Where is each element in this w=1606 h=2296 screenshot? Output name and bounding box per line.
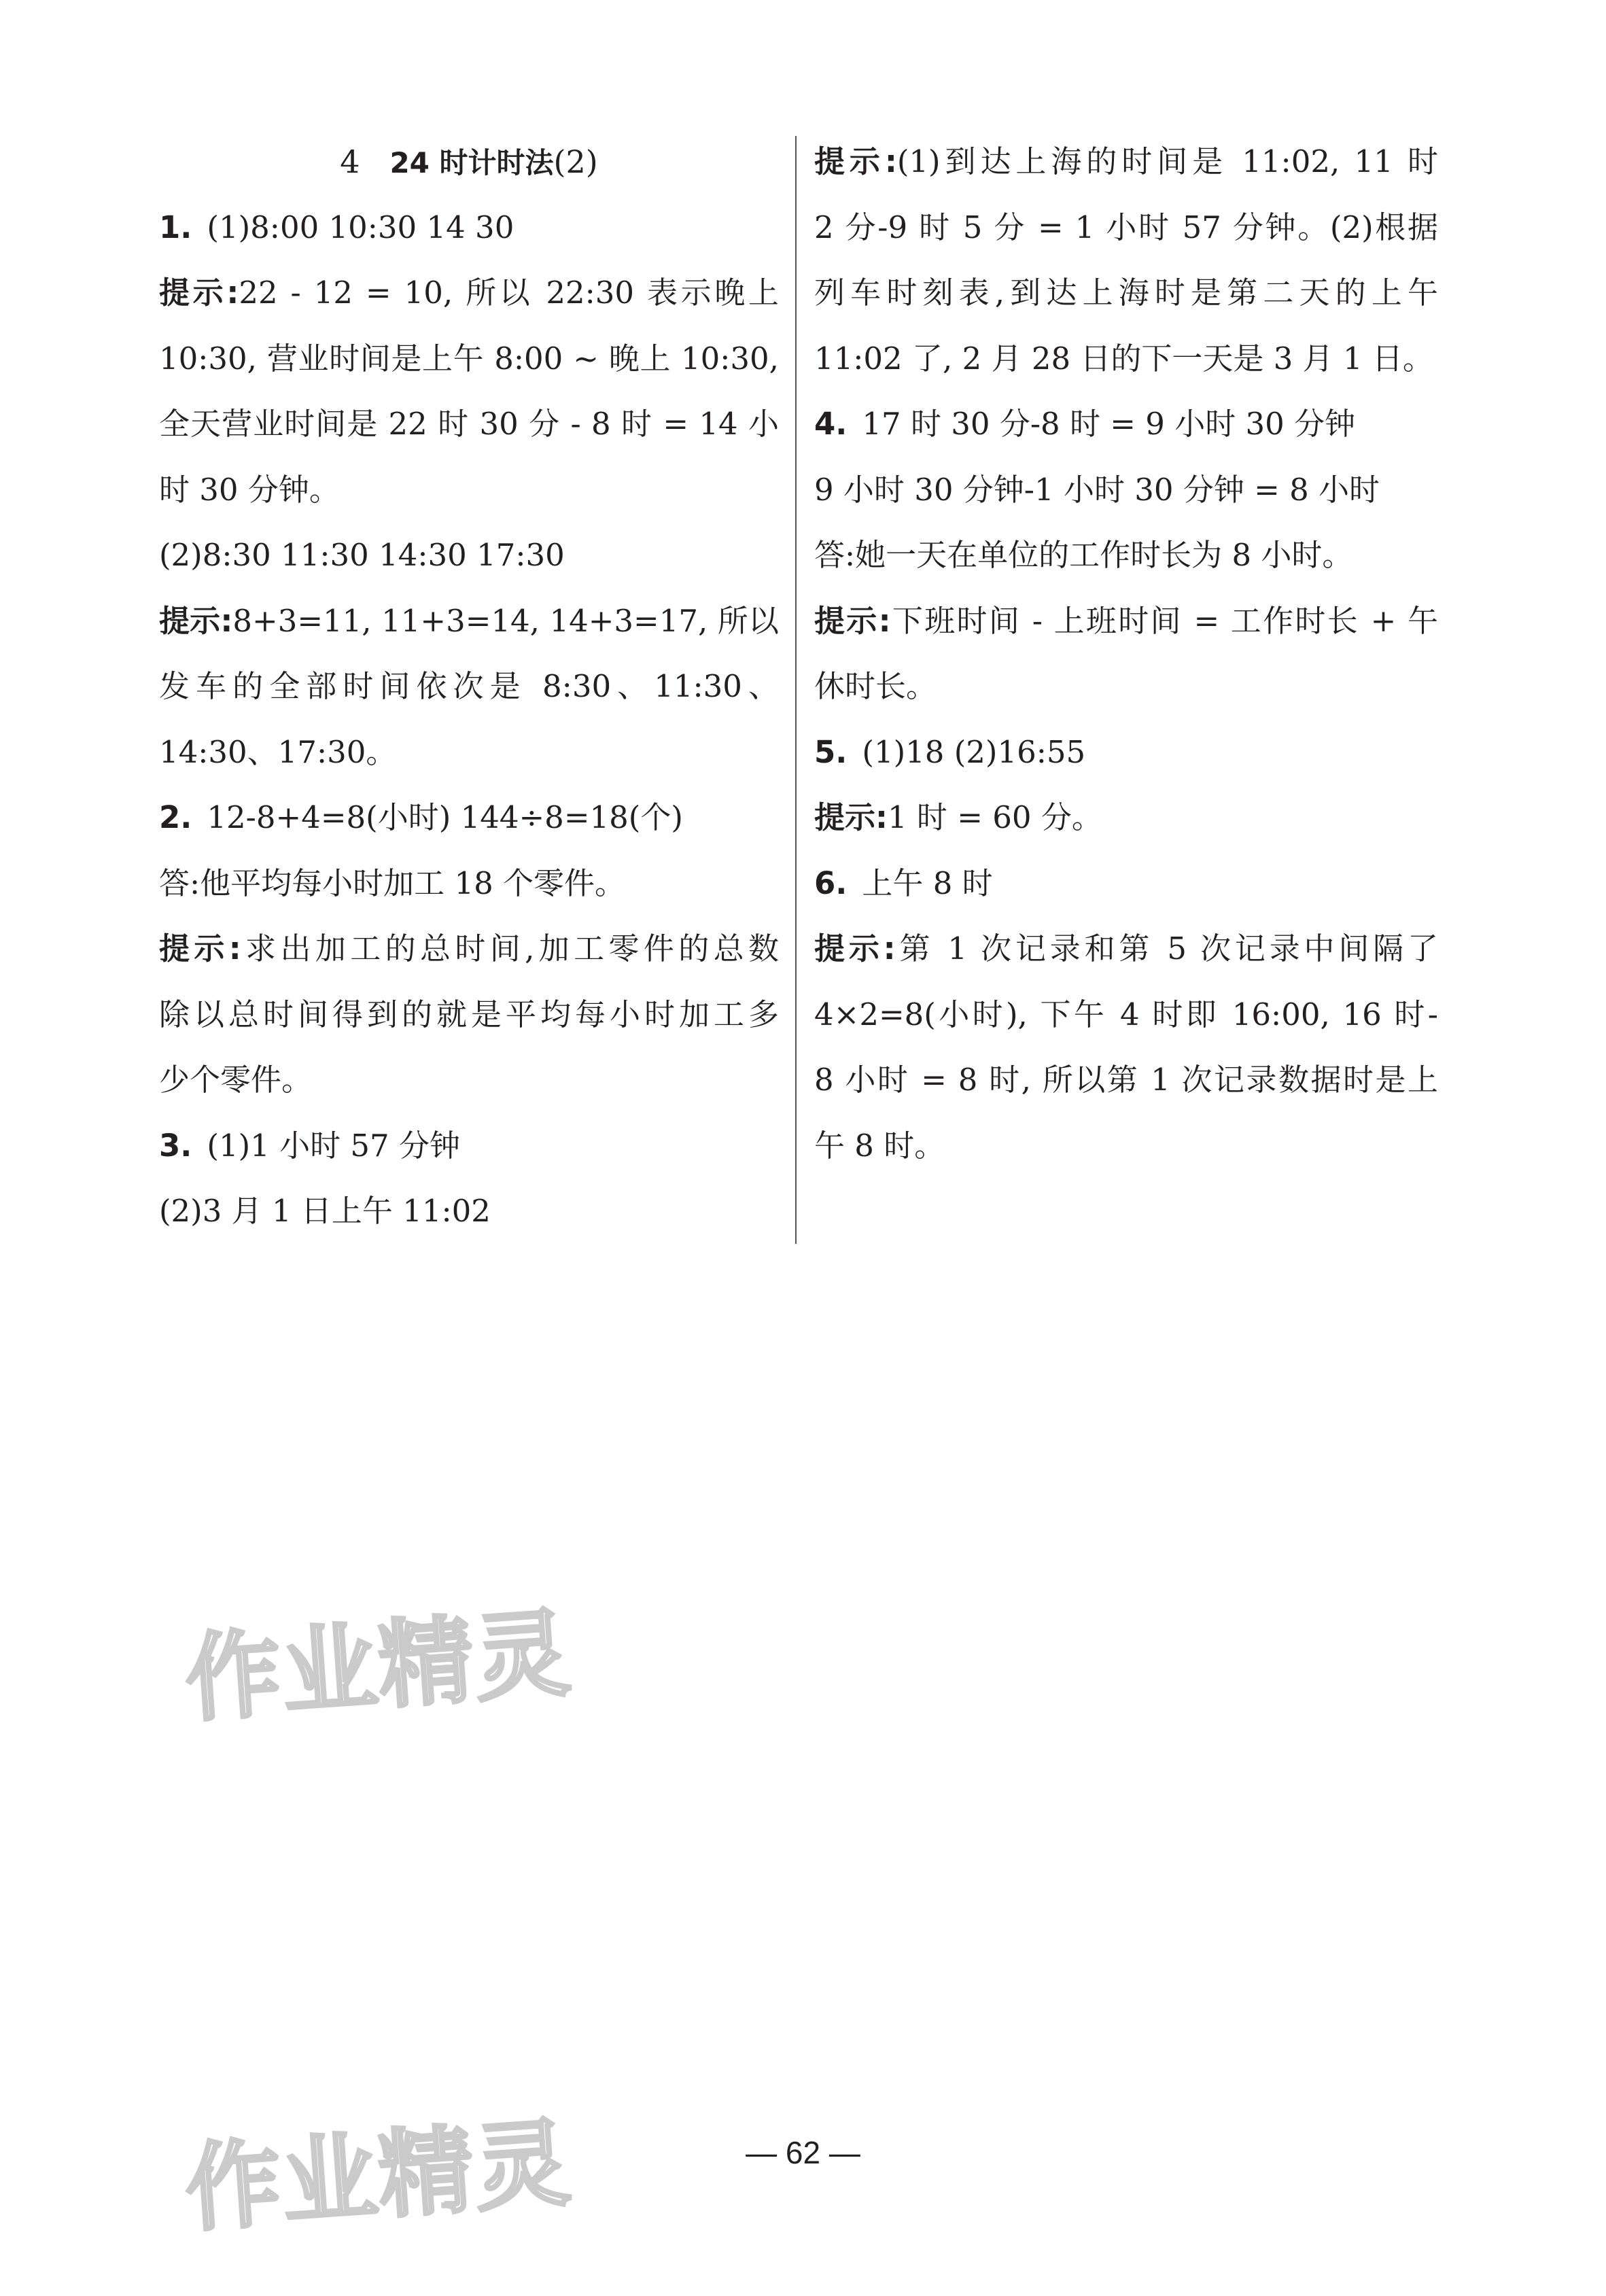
- line-text: (2)3 月 1 日上午 11:02: [159, 1193, 491, 1229]
- answer-line: [159, 916, 779, 982]
- hint-label: 提示:: [814, 799, 888, 835]
- line-text: 4×2=8(小时), 下午 4 时即 16:00, 16 时-: [814, 996, 1438, 1032]
- right-answer-lines: [814, 129, 1438, 1179]
- question-number: 6.: [814, 865, 848, 901]
- line-text: 22 - 12 = 10, 所以 22:30 表示晚上: [239, 275, 779, 311]
- hint-label: 提示:: [159, 275, 239, 311]
- answer-line: [159, 523, 779, 589]
- right-column: [814, 129, 1438, 1179]
- hint-label: 提示:: [814, 602, 891, 639]
- answer-line: [814, 260, 1438, 326]
- question-number: 1.: [159, 209, 192, 245]
- line-text: 除以总时间得到的就是平均每小时加工多: [159, 996, 779, 1032]
- question-number: 5.: [814, 733, 848, 770]
- question-number: 4.: [814, 406, 848, 442]
- line-text: 发车的全部时间依次是 8:30、11:30、: [159, 668, 779, 704]
- answer-line: [814, 851, 1438, 917]
- answer-line: [814, 785, 1438, 851]
- answer-line: [159, 785, 779, 851]
- answer-line: [814, 589, 1438, 655]
- answer-line: [159, 982, 779, 1048]
- line-text: 上午 8 时: [862, 865, 993, 901]
- line-text: 第 1 次记录和第 5 次记录中间隔了: [895, 930, 1438, 967]
- line-text: 答:她一天在单位的工作时长为 8 小时。: [814, 537, 1353, 573]
- answer-line: [159, 1179, 779, 1245]
- answer-line: [814, 326, 1438, 392]
- answer-line: [159, 654, 779, 720]
- answer-line: [159, 392, 779, 457]
- left-column: [159, 129, 779, 1245]
- question-number: 2.: [159, 799, 192, 835]
- line-text: 1 时 = 60 分。: [888, 799, 1102, 835]
- line-text: 少个零件。: [159, 1062, 313, 1098]
- line-text: 求出加工的总时间,加工零件的总数: [241, 930, 779, 967]
- answer-line: [814, 916, 1438, 982]
- line-text: (2)8:30 11:30 14:30 17:30: [159, 537, 565, 573]
- left-answer-lines: [159, 195, 779, 1245]
- line-text: (1)18 (2)16:55: [862, 733, 1086, 770]
- line-text: 列车时刻表,到达上海时是第二天的上午: [814, 275, 1438, 311]
- line-text: 答:他平均每小时加工 18 个零件。: [159, 865, 626, 901]
- section-title-text: 24 时计时法: [389, 146, 554, 179]
- answer-line: [159, 851, 779, 917]
- hint-label: 提示:: [814, 143, 897, 179]
- answer-line: [159, 1047, 779, 1113]
- hint-label: 提示:: [159, 602, 233, 639]
- line-text: 8 小时 = 8 时, 所以第 1 次记录数据时是上: [814, 1062, 1438, 1098]
- answer-line: [159, 1113, 779, 1179]
- line-text: 全天营业时间是 22 时 30 分 - 8 时 = 14 小: [159, 406, 779, 442]
- section-index: 4: [340, 143, 360, 180]
- answer-line: [814, 1047, 1438, 1113]
- answer-line: [159, 720, 779, 786]
- answer-line: [814, 1113, 1438, 1179]
- question-number: 3.: [159, 1127, 192, 1164]
- line-text: 12-8+4=8(小时) 144÷8=18(个): [207, 799, 683, 835]
- line-text: 14:30、17:30。: [159, 733, 397, 770]
- answer-line: [159, 195, 779, 261]
- line-text: 8+3=11, 11+3=14, 14+3=17, 所以: [232, 602, 779, 639]
- line-text: 午 8 时。: [814, 1127, 945, 1164]
- section-title-suffix: (2): [553, 143, 598, 180]
- column-divider: [795, 136, 797, 1244]
- answer-line: [159, 260, 779, 326]
- answer-line: [159, 326, 779, 392]
- answer-line: [814, 982, 1438, 1048]
- line-text: (1)8:00 10:30 14 30: [207, 209, 514, 245]
- answer-line: [814, 523, 1438, 589]
- line-text: 17 时 30 分-8 时 = 9 小时 30 分钟: [862, 406, 1356, 442]
- hint-label: 提示:: [814, 930, 896, 967]
- line-text: 11:02 了, 2 月 28 日的下一天是 3 月 1 日。: [814, 340, 1433, 377]
- answer-line: [814, 392, 1438, 457]
- answer-line: [814, 654, 1438, 720]
- line-text: 9 小时 30 分钟-1 小时 30 分钟 = 8 小时: [814, 471, 1380, 508]
- line-text: 时 30 分钟。: [159, 471, 340, 508]
- line-text: (1)到达上海的时间是 11:02, 11 时: [896, 143, 1438, 179]
- hint-label: 提示:: [159, 930, 241, 967]
- watermark-logo: 作业精灵: [181, 2108, 575, 2246]
- section-title: [159, 129, 779, 195]
- line-text: 2 分-9 时 5 分 = 1 小时 57 分钟。(2)根据: [814, 209, 1438, 245]
- answer-line: [814, 129, 1438, 195]
- answer-line: [159, 457, 779, 523]
- answer-line: [159, 589, 779, 655]
- answer-line: [814, 720, 1438, 786]
- page-number: — 62 —: [746, 2135, 860, 2170]
- line-text: (1)1 小时 57 分钟: [207, 1127, 460, 1164]
- answer-line: [814, 457, 1438, 523]
- line-text: 休时长。: [814, 668, 937, 704]
- answer-line: [814, 195, 1438, 261]
- line-text: 10:30, 营业时间是上午 8:00 ~ 晚上 10:30,: [159, 340, 779, 377]
- watermark-logo: 作业精灵: [181, 1598, 575, 1736]
- line-text: 下班时间 - 上班时间 = 工作时长 + 午: [890, 602, 1438, 639]
